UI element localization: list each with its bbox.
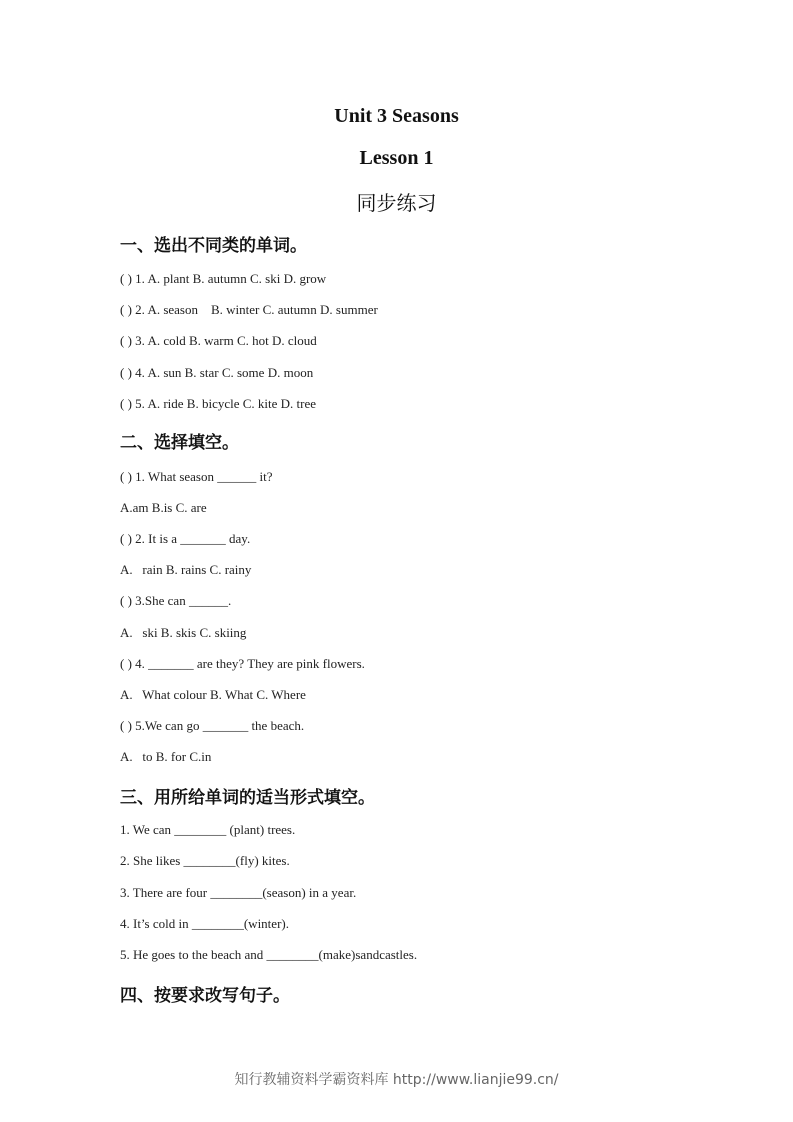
section-2-item: A.am B.is C. are [120, 500, 207, 515]
section-2-item: ( ) 2. It is a _______ day. [120, 531, 251, 546]
section-2-heading: 二、选择填空。 [120, 433, 239, 453]
section-2-item: A. rain B. rains C. rainy [120, 562, 252, 577]
section-3-item: 2. She likes ________(fly) kites. [120, 853, 290, 868]
section-3-item: 4. It’s cold in ________(winter). [120, 916, 289, 931]
section-3-item: 5. He goes to the beach and ________(make)sandcastles. [120, 947, 418, 962]
section-3-item: 1. We can ________ (plant) trees. [120, 822, 296, 837]
section-2-item: A. to B. for C.in [120, 749, 212, 764]
section-3-heading: 三、用所给单词的适当形式填空。 [120, 788, 375, 808]
section-2-item: A. ski B. skis C. skiing [120, 625, 247, 640]
section-2-item: ( ) 3.She can ______. [120, 593, 232, 608]
section-1-item: ( ) 2. A. season B. winter C. autumn D. summer [120, 302, 378, 317]
section-2-item: ( ) 4. _______ are they? They are pink flowers. [120, 656, 365, 671]
section-1-item: ( ) 5. A. ride B. bicycle C. kite D. tree [120, 396, 317, 411]
worksheet-subtitle: 同步练习 [356, 191, 437, 215]
section-2-item: ( ) 5.We can go _______ the beach. [120, 718, 305, 733]
footer-watermark: 知行教辅资料学霸资料库 http://www.lianjie99.cn/ [234, 1072, 559, 1088]
section-2-item: A. What colour B. What C. Where [120, 687, 306, 702]
section-1-item: ( ) 4. A. sun B. star C. some D. moon [120, 365, 314, 380]
section-3-item: 3. There are four ________(season) in a year. [120, 885, 357, 900]
section-2-item: ( ) 1. What season ______ it? [120, 469, 273, 484]
section-1-item: ( ) 3. A. cold B. warm C. hot D. cloud [120, 333, 317, 348]
section-4-heading: 四、按要求改写句子。 [120, 986, 290, 1006]
unit-title: Unit 3 Seasons [334, 105, 459, 127]
section-1-item: ( ) 1. A. plant B. autumn C. ski D. grow [120, 271, 327, 286]
section-1-heading: 一、选出不同类的单词。 [120, 236, 307, 256]
lesson-title: Lesson 1 [359, 147, 434, 169]
